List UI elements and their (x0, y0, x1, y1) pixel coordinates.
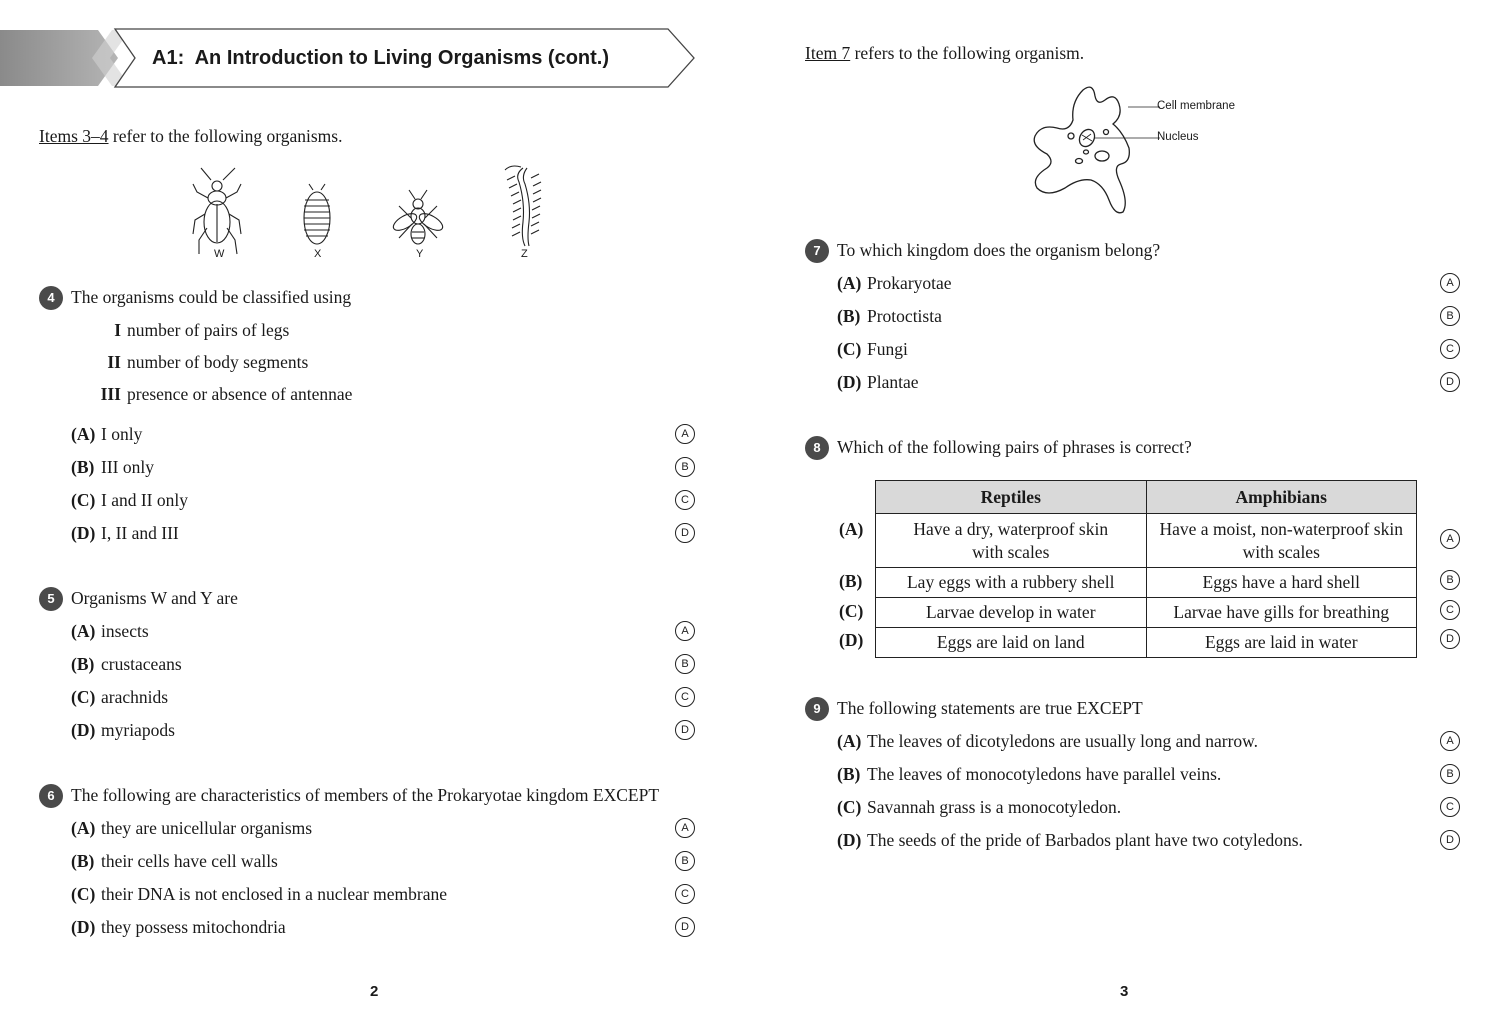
organism-label-z: Z (521, 248, 528, 260)
option-letter: (D) (71, 720, 96, 740)
option-text: insects (101, 621, 149, 641)
option-text: myriapods (101, 720, 175, 740)
woodlouse-x-illustration (304, 184, 330, 244)
answer-bubble-b[interactable]: B (675, 654, 695, 674)
option-letter: (D) (71, 523, 96, 543)
statement-roman: III (100, 384, 121, 404)
option-letter: (A) (837, 273, 862, 293)
option-letter: (C) (837, 339, 862, 359)
option-text: Fungi (867, 339, 908, 359)
item-7-intro (805, 43, 1084, 64)
option-text: I, II and III (101, 523, 179, 543)
label-nucleus: Nucleus (1157, 131, 1199, 143)
option-text: they possess mitochondria (101, 917, 286, 937)
question-5-stem: Organisms W and Y are (71, 588, 238, 608)
question-7-stem: To which kingdom does the organism belong? (837, 240, 1161, 260)
answer-bubble-b[interactable]: B (1440, 306, 1460, 326)
column-header-reptiles: Reptiles (876, 481, 1147, 514)
table-cell: Eggs are laid on land (876, 628, 1147, 658)
statement-text: number of pairs of legs (127, 320, 290, 340)
answer-bubble-c[interactable]: C (1440, 339, 1460, 359)
item-intro-text: refers to the following organism. (850, 43, 1085, 63)
option-text: I only (101, 424, 143, 444)
statement-roman: I (114, 320, 121, 340)
answer-bubble-c[interactable]: C (1440, 797, 1460, 817)
question-4-number: 4 (39, 286, 63, 310)
answer-bubble-b[interactable]: B (675, 457, 695, 477)
page-number-right: 3 (1120, 983, 1129, 1000)
table-row (876, 628, 1417, 658)
question-5-number: 5 (39, 587, 63, 611)
answer-bubble-d[interactable]: D (1440, 372, 1460, 392)
row-letter: (C) (839, 601, 864, 621)
option-text: they are unicellular organisms (101, 818, 313, 838)
answer-bubble-a[interactable]: A (675, 621, 695, 641)
items-ref: Items 3–4 (39, 126, 109, 146)
option-letter: (D) (837, 830, 862, 850)
option-text: Plantae (867, 372, 919, 392)
question-4-stem: The organisms could be classified using (71, 287, 352, 307)
row-letter: (A) (839, 519, 864, 539)
option-text: The leaves of monocotyledons have parallel veins. (867, 764, 1222, 784)
option-letter: (D) (71, 917, 96, 937)
statement-text: presence or absence of antennae (127, 384, 353, 404)
option-text: The leaves of dicotyledons are usually long and narrow. (867, 731, 1259, 751)
answer-bubble-a[interactable]: A (1440, 529, 1460, 549)
option-text: Prokaryotae (867, 273, 952, 293)
option-letter: (D) (837, 372, 862, 392)
option-letter: (B) (71, 457, 95, 477)
organisms-figure (185, 162, 555, 262)
answer-bubble-d[interactable]: D (675, 720, 695, 740)
option-text: The seeds of the pride of Barbados plant have two cotyledons. (867, 830, 1303, 850)
answer-bubble-c[interactable]: C (675, 687, 695, 707)
label-cell-membrane: Cell membrane (1157, 100, 1235, 112)
statement-roman: II (107, 352, 121, 372)
option-letter: (C) (71, 884, 96, 904)
answer-bubble-c[interactable]: C (675, 490, 695, 510)
option-text: arachnids (101, 687, 169, 707)
answer-bubble-b[interactable]: B (1440, 570, 1460, 590)
answer-bubble-c[interactable]: C (675, 884, 695, 904)
item-ref: Item 7 (805, 43, 851, 63)
question-6-number: 6 (39, 784, 63, 808)
table-cell (1146, 514, 1417, 568)
cell-line: with scales (972, 541, 1050, 562)
question-6-stem: The following are characteristics of members of the Prokaryotae kingdom EXCEPT (71, 785, 660, 805)
answer-bubble-a[interactable]: A (675, 424, 695, 444)
answer-bubble-d[interactable]: D (1440, 629, 1460, 649)
organism-label-w: W (214, 248, 225, 260)
question-8-number: 8 (805, 436, 829, 460)
answer-bubble-a[interactable]: A (1440, 731, 1460, 751)
option-letter: (C) (71, 490, 96, 510)
option-text: their DNA is not enclosed in a nuclear membrane (101, 884, 448, 904)
question-9-stem: The following statements are true EXCEPT (837, 698, 1143, 718)
answer-bubble-c[interactable]: C (1440, 600, 1460, 620)
option-text: III only (101, 457, 154, 477)
centipede-z-illustration (505, 166, 541, 246)
bee-y-illustration (391, 190, 446, 244)
table-cell: Lay eggs with a rubbery shell (876, 568, 1147, 598)
answer-bubble-d[interactable]: D (675, 523, 695, 543)
row-letter: (D) (839, 630, 864, 650)
option-letter: (A) (71, 424, 96, 444)
beetle-w-illustration (193, 168, 241, 254)
question-8-stem: Which of the following pairs of phrases is correct? (837, 437, 1192, 457)
table-row (876, 568, 1417, 598)
answer-bubble-a[interactable]: A (1440, 273, 1460, 293)
question-7-number: 7 (805, 239, 829, 263)
option-letter: (B) (71, 654, 95, 674)
answer-bubble-d[interactable]: D (1440, 830, 1460, 850)
table-row (876, 514, 1417, 568)
answer-bubble-b[interactable]: B (675, 851, 695, 871)
option-letter: (B) (837, 764, 861, 784)
organism-label-x: X (314, 248, 322, 260)
table-header-row (876, 481, 1417, 514)
table-cell: Larvae have gills for breathing (1146, 598, 1417, 628)
option-text: I and II only (101, 490, 188, 510)
question-9-number: 9 (805, 697, 829, 721)
organism-label-y: Y (416, 248, 424, 260)
option-text: Savannah grass is a monocotyledon. (867, 797, 1122, 817)
option-letter: (B) (71, 851, 95, 871)
option-text: crustaceans (101, 654, 182, 674)
page-title: A1: An Introduction to Living Organisms (cont.) (152, 47, 610, 69)
option-text: Protoctista (867, 306, 942, 326)
answer-bubble-b[interactable]: B (1440, 764, 1460, 784)
answer-bubble-a[interactable]: A (675, 818, 695, 838)
page-number-left: 2 (370, 983, 379, 1000)
option-letter: (C) (837, 797, 862, 817)
table-cell: Eggs are laid in water (1146, 628, 1417, 658)
option-letter: (A) (71, 621, 96, 641)
comparison-table (875, 480, 1417, 658)
answer-bubble-d[interactable]: D (675, 917, 695, 937)
cell-line: with scales (1242, 541, 1320, 562)
option-letter: (B) (837, 306, 861, 326)
option-text: their cells have cell walls (101, 851, 278, 871)
column-header-amphibians: Amphibians (1146, 481, 1417, 514)
option-letter: (C) (71, 687, 96, 707)
option-letter: (A) (71, 818, 96, 838)
cell-line: Have a dry, waterproof skin (913, 518, 1109, 539)
statement-text: number of body segments (127, 352, 309, 372)
row-letter: (B) (839, 571, 863, 591)
table-cell (876, 514, 1147, 568)
table-cell: Larvae develop in water (876, 598, 1147, 628)
items-intro-text: refer to the following organisms. (108, 126, 343, 146)
option-letter: (A) (837, 731, 862, 751)
amoeba-diagram (1025, 80, 1165, 220)
table-row (876, 598, 1417, 628)
table-cell: Eggs have a hard shell (1146, 568, 1417, 598)
cell-line: Have a moist, non-waterproof skin (1159, 518, 1403, 539)
items-3-4-intro (39, 126, 342, 147)
